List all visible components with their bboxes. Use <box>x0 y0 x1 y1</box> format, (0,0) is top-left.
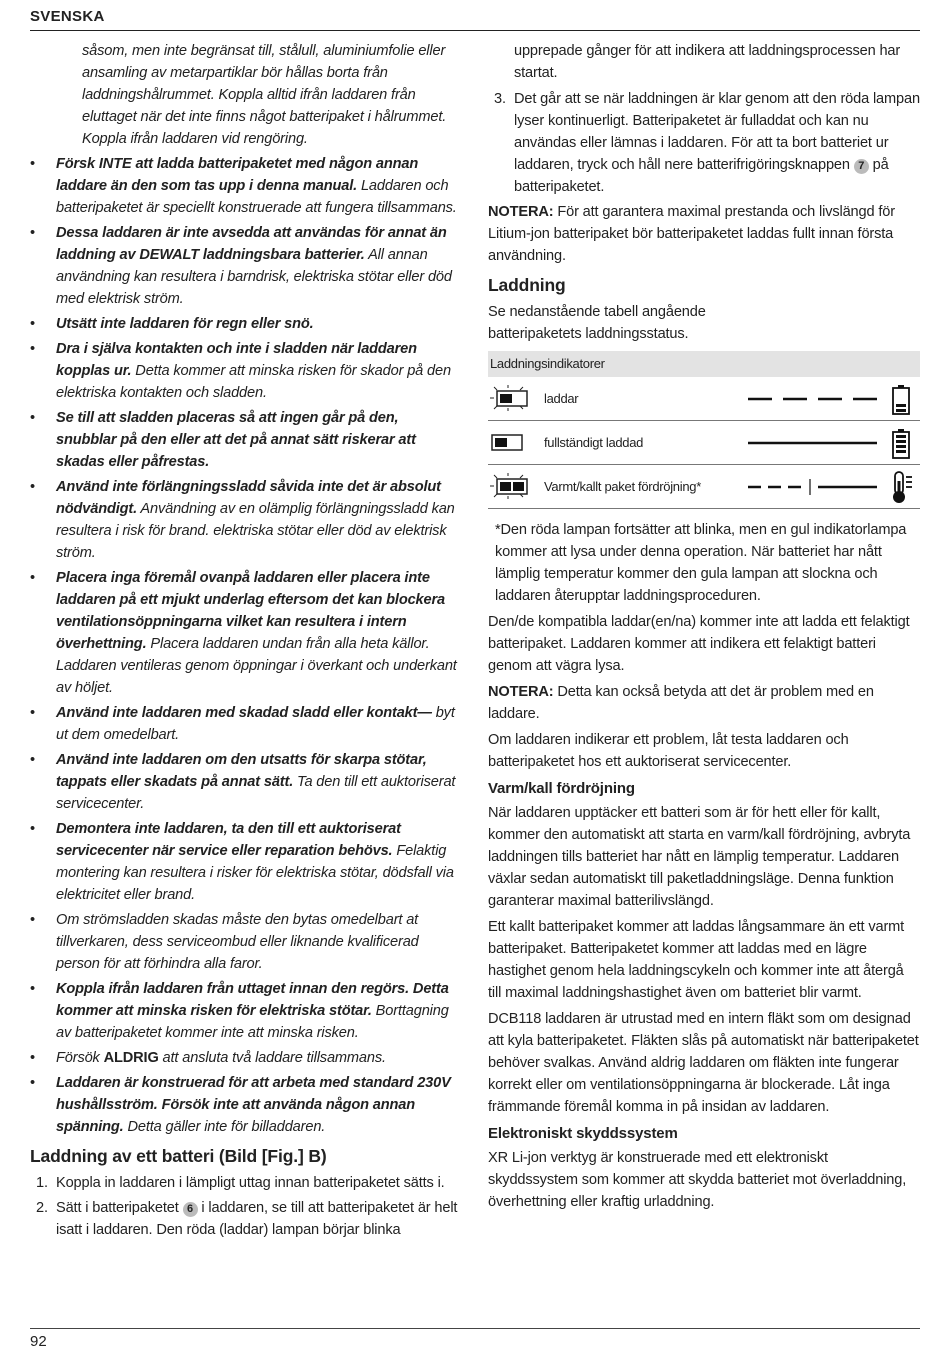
charge-indicator-table <box>488 351 920 509</box>
section-title-delay: Varm/kall fördröjning <box>488 780 635 797</box>
bullet-item: • Om strömsladden skadas måste den bytas omedelbart at tillverkaren, dess serviceombud eller liknande kvalificerad person för att förhindra alla faror. <box>30 909 458 975</box>
note-paragraph: NOTERA: För att garantera maximal prestanda och livslängd för Litium-jon batteripaket bör batteripaketet laddas fullt innan första användning. <box>488 204 895 264</box>
bullet-item: • Utsätt inte laddaren för regn eller snö. <box>30 313 458 335</box>
table-header: Laddningsindikatorer <box>488 351 920 377</box>
right-column <box>488 40 920 1217</box>
table-row <box>488 377 920 421</box>
bullet-item: • Demontera inte laddaren, ta den till ett auktoriserat servicecenter när service eller reparation behövs. Felaktig montering kan resultera i risker för elektriska stötar, dödsfall via elektricitet eller brand. <box>30 818 458 906</box>
safety-bullet-list <box>30 153 458 1138</box>
note-paragraph: NOTERA: Detta kan också betyda att det är problem med en laddare. <box>488 684 874 722</box>
left-column <box>30 40 458 1244</box>
compat-paragraph: Den/de kompatibla laddar(en/na) kommer inte att ladda ett felaktigt batteripaket. Laddaren kommer att indikera ett felaktigt batteri genom att vägra lysa. <box>488 614 910 674</box>
page-footer <box>30 1328 920 1350</box>
blinking-light-icon <box>490 385 527 411</box>
page-header <box>30 8 920 31</box>
step-item: 1. Koppla in laddaren i lämpligt uttag innan batteripaketet sätts i. <box>36 1175 445 1191</box>
bullet-item: • Använd inte förlängningssladd såvida inte det är absolut nödvändigt. Användning av en olämplig förlängningssladd kan resultera i risk för brand. elektriska stötar eller död av elektrisk ström. <box>30 476 458 564</box>
delay-paragraph-1: När laddaren upptäcker ett batteri som är för hett eller för kallt, kommer den automatiskt att starta en varm/kall fördröjning, avbryta laddningen tills batteriet har nått en lämplig temperatur. Laddaren växlar sedan automatiskt till paketladdningsläge. Denna funktion garanterar maximal batterilivslängd. <box>488 805 911 909</box>
protection-paragraph: XR Li-jon verktyg är konstruerade med ett elektroniskt skyddssystem som kommer att skydda batteriet mot överladdning, överhettning eller kraftig urladdning. <box>488 1150 907 1210</box>
charging-steps <box>30 1172 458 1241</box>
step-item: 3. Det går att se när laddningen är klar genom att den röda lampan lyser kontinuerligt. Batteripaketet är fulladdat och kan nu användas eller lämnas i laddaren. För att ta bort batteriet ur laddaren, tryck och håll nere batterifrigöringsknappen 7 på batteripaketet. <box>494 91 920 195</box>
language-label: SVENSKA <box>30 8 105 25</box>
bullet-item: • Försök ALDRIG att ansluta två laddare tillsammans. <box>30 1047 458 1069</box>
section-title-charging: Laddning <box>488 275 566 295</box>
bullet-item: • Laddaren är konstruerad för att arbeta med standard 230V hushållsström. Försök inte att använda någon annan spänning. Detta gäller inte för billaddaren. <box>30 1072 458 1138</box>
step-continuation: upprepade gånger för att indikera att laddningsprocessen har startat. <box>514 43 901 81</box>
problem-paragraph: Om laddaren indikerar ett problem, låt testa laddaren och batteripaketet hos ett auktoriserat servicecenter. <box>488 732 849 770</box>
battery-charging-icon <box>893 385 909 414</box>
continued-paragraph: såsom, men inte begränsat till, stålull, aluminiumfolie eller ansamling av metarpartiklar bör hållas borta från laddningshålrummet. Koppla alltid ifrån laddaren från eluttaget när det inte finns något batteripaket i hålrummet. Koppla ifrån laddaren vid rengöring. <box>82 43 447 147</box>
bullet-item: • Dessa laddaren är inte avsedda att användas för annat än laddning av DEWALT laddningsbara batterier. All annan användning kan resultera i barndrisk, elektriska stötar eller död med elektrisk ström. <box>30 222 458 310</box>
row-label: fullständigt laddad <box>544 435 644 450</box>
blinking-double-light-icon <box>490 473 527 499</box>
dash-then-solid-line-icon <box>748 479 877 495</box>
charging-steps-continued <box>488 88 920 198</box>
bullet-item: • Använd inte laddaren om den utsatts för skarpa stötar, tappats eller skadats på annat sätt. Ta den till ett auktoriserat servicecenter. <box>30 749 458 815</box>
fan-paragraph: DCB118 laddaren är utrustad med en intern fläkt som om designad att kyla batteripaketet. Fläkten slås på automatiskt när batteripaketet behöver svalkas. Använd aldrig laddaren om fläkten inte fungerar korrekt eller om ventilationsöppningarna är blockerade. Låt inga främmande föremål komma in på insidan av laddaren. <box>488 1011 919 1115</box>
section-title-protection: Elektroniskt skyddssystem <box>488 1125 678 1142</box>
bullet-item: • Dra i själva kontakten och inte i sladden när laddaren kopplas ur. Detta kommer att minska risken för skador på den elektriska kontakten och sladden. <box>30 338 458 404</box>
battery-full-icon <box>893 429 909 458</box>
footnote-star: *Den röda lampan fortsätter att blinka, men en gul indikatorlampa kommer att lysa under denna operation. När batteriet har nått lämplig temperatur kommer den gula lampan att slockna och laddaren återupptar laddningsproceduren. <box>495 522 907 604</box>
thermometer-icon <box>893 472 912 503</box>
step-item: 2. Sätt i batteripaketet 6 i laddaren, se till att batteripaketet är helt isatt i laddaren. Den röda (laddar) lampan börjar blinka <box>36 1200 458 1238</box>
steady-light-icon <box>492 435 522 450</box>
bullet-item: • Placera inga föremål ovanpå laddaren eller placera inte laddaren på ett mjukt underlag eftersom det kan blockera ventilationsöppningarna vilket kan resultera i intern överhettning. Placera laddaren undan från alla heta källor. Laddaren ventileras genom öppningar i överkant och underkant av höljet. <box>30 567 458 699</box>
bullet-item: • Koppla ifrån laddaren från uttaget innan den regörs. Detta kommer att minska risken för elektriska stötar. Borttagning av batteripaketet kommer inte att minska risken. <box>30 978 458 1044</box>
delay-paragraph-2: Ett kallt batteripaket kommer att laddas långsammare än ett varmt batteripaket. Batteripaketet kommer att laddas med en lägre hastighet genom hela laddningscykeln och kommer inte att återgå till maximal laddningshastighet även om batteriet blir varmt. <box>488 919 905 1001</box>
bullet-item: • Försk INTE att ladda batteripaketet med någon annan laddare än den som tas upp i denna manual. Laddaren och batteripaketet är speciellt konstruerade att fungera tillsammans. <box>30 153 458 219</box>
bullet-item: • Använd inte laddaren med skadad sladd eller kontakt— byt ut dem omedelbart. <box>30 702 458 746</box>
charging-intro: Se nedanstående tabell angående batteripaketets laddningsstatus. <box>488 304 706 342</box>
callout-badge: 6 <box>183 1202 198 1217</box>
section-title-charging-battery: Laddning av ett batteri (Bild [Fig.] B) <box>30 1146 327 1166</box>
table-row <box>488 465 920 509</box>
page-number: 92 <box>30 1333 47 1350</box>
row-label: laddar <box>544 391 579 406</box>
row-label: Varmt/kallt paket fördröjning* <box>544 479 701 494</box>
table-row <box>488 421 920 465</box>
callout-badge: 7 <box>854 159 869 174</box>
bullet-item: • Se till att sladden placeras så att ingen går på den, snubblar på den eller att det på annat sätt riskerar att skadas eller påfrestas. <box>30 407 458 473</box>
